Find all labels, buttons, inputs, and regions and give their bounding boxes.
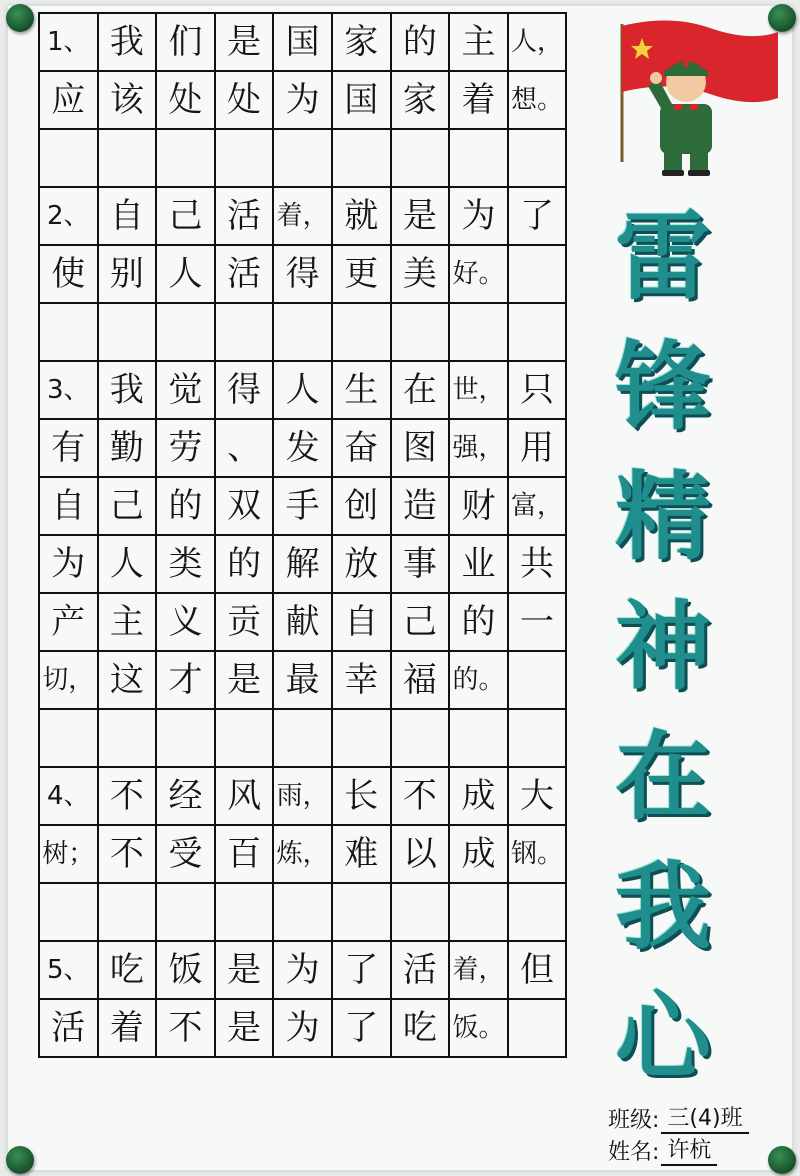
grid-cell: 用 <box>509 420 568 478</box>
grid-cell: 4、 <box>40 768 99 826</box>
grid-cell: 难 <box>333 826 392 884</box>
grid-cell <box>40 304 99 362</box>
grid-cell: 钢。 <box>509 826 568 884</box>
title-char: 锋 <box>615 331 711 443</box>
grid-cell: 好。 <box>450 246 509 304</box>
grid-cell: 幸 <box>333 652 392 710</box>
grid-cell: 事 <box>392 536 451 594</box>
grid-cell: 的。 <box>450 652 509 710</box>
grid-cell: 生 <box>333 362 392 420</box>
title-char: 雷 <box>615 201 711 313</box>
grid-cell <box>216 884 275 942</box>
grid-cell <box>509 130 568 188</box>
grid-cell: 雨， <box>274 768 333 826</box>
grid-cell <box>333 884 392 942</box>
grid-cell: 自 <box>333 594 392 652</box>
grid-cell: 造 <box>392 478 451 536</box>
grid-cell <box>157 304 216 362</box>
grid-cell: 类 <box>157 536 216 594</box>
grid-cell: 5、 <box>40 942 99 1000</box>
grid-cell: 是 <box>216 14 275 72</box>
grid-cell: 百 <box>216 826 275 884</box>
grid-cell: 家 <box>333 14 392 72</box>
grid-cell: 美 <box>392 246 451 304</box>
grid-cell: 献 <box>274 594 333 652</box>
grid-cell <box>40 130 99 188</box>
grid-cell <box>216 304 275 362</box>
grid-cell: 图 <box>392 420 451 478</box>
grid-cell: 们 <box>157 14 216 72</box>
grid-cell: 着， <box>450 942 509 1000</box>
title-char: 神 <box>615 591 711 703</box>
grid-cell: 共 <box>509 536 568 594</box>
grid-cell: 最 <box>274 652 333 710</box>
grid-cell <box>392 304 451 362</box>
grid-cell <box>450 710 509 768</box>
grid-cell <box>216 130 275 188</box>
grid-cell <box>450 130 509 188</box>
name-label: 姓名: <box>608 1140 660 1165</box>
grid-cell: 切， <box>40 652 99 710</box>
grid-cell: 世， <box>450 362 509 420</box>
student-info <box>608 1102 780 1166</box>
name-row <box>608 1134 780 1166</box>
grid-cell <box>40 710 99 768</box>
grid-cell: 处 <box>216 72 275 130</box>
title-char: 我 <box>615 851 711 963</box>
grid-cell: 发 <box>274 420 333 478</box>
grid-cell: 了 <box>333 942 392 1000</box>
class-label: 班级: <box>608 1108 660 1133</box>
writing-grid <box>38 12 567 1058</box>
grid-cell: 得 <box>274 246 333 304</box>
grid-cell: 奋 <box>333 420 392 478</box>
grid-cell <box>274 304 333 362</box>
grid-cell <box>333 130 392 188</box>
class-value: 三(4)班 <box>661 1101 748 1134</box>
grid-cell <box>274 884 333 942</box>
pushpin-bottom-left <box>6 1146 34 1174</box>
grid-cell: 福 <box>392 652 451 710</box>
grid-cell <box>274 130 333 188</box>
grid-cell: 成 <box>450 826 509 884</box>
grid-cell <box>99 130 158 188</box>
grid-cell: 饭。 <box>450 1000 509 1058</box>
grid-cell: 我 <box>99 362 158 420</box>
grid-cell: 主 <box>450 14 509 72</box>
title-char: 心 <box>615 981 711 1093</box>
grid-cell <box>450 884 509 942</box>
grid-cell <box>509 304 568 362</box>
grid-cell: 解 <box>274 536 333 594</box>
grid-cell <box>392 130 451 188</box>
grid-cell: 为 <box>40 536 99 594</box>
grid-cell: 风 <box>216 768 275 826</box>
grid-cell: 是 <box>216 652 275 710</box>
grid-cell <box>509 884 568 942</box>
grid-cell: 应 <box>40 72 99 130</box>
grid-cell: 饭 <box>157 942 216 1000</box>
grid-cell <box>157 884 216 942</box>
title-char: 精 <box>615 461 711 573</box>
grid-cell: 想。 <box>509 72 568 130</box>
grid-cell: 着 <box>450 72 509 130</box>
grid-cell: 手 <box>274 478 333 536</box>
grid-cell <box>509 710 568 768</box>
grid-cell: 人 <box>274 362 333 420</box>
grid-cell: 成 <box>450 768 509 826</box>
grid-cell: 家 <box>392 72 451 130</box>
grid-cell: 的 <box>216 536 275 594</box>
grid-cell: 是 <box>216 942 275 1000</box>
grid-cell <box>509 652 568 710</box>
grid-cell: 活 <box>40 1000 99 1058</box>
grid-cell: 着 <box>99 1000 158 1058</box>
grid-cell: 放 <box>333 536 392 594</box>
grid-cell: 以 <box>392 826 451 884</box>
grid-cell: 为 <box>274 942 333 1000</box>
grid-cell <box>333 304 392 362</box>
grid-cell <box>99 304 158 362</box>
grid-cell: 就 <box>333 188 392 246</box>
grid-cell: 吃 <box>99 942 158 1000</box>
grid-cell <box>99 884 158 942</box>
saluting-soldier-flag-icon <box>600 12 780 182</box>
grid-cell: 的 <box>450 594 509 652</box>
grid-cell: 义 <box>157 594 216 652</box>
grid-cell: 在 <box>392 362 451 420</box>
grid-cell: 活 <box>216 246 275 304</box>
grid-cell <box>99 710 158 768</box>
grid-cell: 但 <box>509 942 568 1000</box>
grid-cell: 不 <box>157 1000 216 1058</box>
grid-cell: 活 <box>392 942 451 1000</box>
grid-cell: 人 <box>157 246 216 304</box>
grid-cell: 主 <box>99 594 158 652</box>
grid-cell: 强， <box>450 420 509 478</box>
grid-cell: 使 <box>40 246 99 304</box>
grid-cell: 树； <box>40 826 99 884</box>
grid-cell: 着， <box>274 188 333 246</box>
grid-cell: 的 <box>157 478 216 536</box>
grid-cell: 国 <box>274 14 333 72</box>
grid-cell: 的 <box>392 14 451 72</box>
grid-cell: 吃 <box>392 1000 451 1058</box>
grid-cell: 自 <box>40 478 99 536</box>
grid-cell: 勤 <box>99 420 158 478</box>
grid-cell <box>509 246 568 304</box>
grid-cell: 更 <box>333 246 392 304</box>
grid-cell: 该 <box>99 72 158 130</box>
title-char: 在 <box>615 721 711 833</box>
grid-cell: 业 <box>450 536 509 594</box>
name-value: 许杭 <box>661 1133 717 1166</box>
grid-cell: 人 <box>99 536 158 594</box>
grid-cell: 是 <box>392 188 451 246</box>
grid-cell: 双 <box>216 478 275 536</box>
grid-cell: 受 <box>157 826 216 884</box>
grid-cell: 大 <box>509 768 568 826</box>
grid-cell: 炼， <box>274 826 333 884</box>
grid-cell: 富， <box>509 478 568 536</box>
class-row <box>608 1102 780 1134</box>
grid-cell: 觉 <box>157 362 216 420</box>
grid-cell: 创 <box>333 478 392 536</box>
grid-cell: 不 <box>392 768 451 826</box>
grid-cell <box>333 710 392 768</box>
grid-cell: 产 <box>40 594 99 652</box>
poster-sidebar <box>600 12 780 1165</box>
grid-cell: 己 <box>99 478 158 536</box>
grid-cell: 己 <box>157 188 216 246</box>
grid-cell: 为 <box>450 188 509 246</box>
grid-cell: 有 <box>40 420 99 478</box>
grid-cell <box>157 710 216 768</box>
grid-cell: 贡 <box>216 594 275 652</box>
grid-cell: 处 <box>157 72 216 130</box>
grid-cell: 了 <box>509 188 568 246</box>
grid-cell: 3、 <box>40 362 99 420</box>
grid-cell: 我 <box>99 14 158 72</box>
grid-cell: 了 <box>333 1000 392 1058</box>
grid-cell <box>392 884 451 942</box>
grid-cell: 2、 <box>40 188 99 246</box>
grid-cell: 得 <box>216 362 275 420</box>
grid-cell: 己 <box>392 594 451 652</box>
pushpin-top-left <box>6 4 34 32</box>
grid-cell: 不 <box>99 826 158 884</box>
vertical-title <box>608 192 718 1102</box>
grid-cell: 、 <box>216 420 275 478</box>
grid-cell <box>157 130 216 188</box>
grid-cell <box>274 710 333 768</box>
grid-cell: 财 <box>450 478 509 536</box>
grid-cell: 才 <box>157 652 216 710</box>
grid-cell: 为 <box>274 72 333 130</box>
grid-cell: 一 <box>509 594 568 652</box>
grid-cell <box>216 710 275 768</box>
grid-cell: 人， <box>509 14 568 72</box>
grid-cell <box>392 710 451 768</box>
grid-cell <box>509 1000 568 1058</box>
grid-cell: 国 <box>333 72 392 130</box>
grid-cell: 1、 <box>40 14 99 72</box>
grid-cell: 不 <box>99 768 158 826</box>
grid-cell: 活 <box>216 188 275 246</box>
grid-cell: 劳 <box>157 420 216 478</box>
grid-cell: 为 <box>274 1000 333 1058</box>
grid-cell: 是 <box>216 1000 275 1058</box>
grid-cell: 长 <box>333 768 392 826</box>
grid-cell: 自 <box>99 188 158 246</box>
grid-cell: 别 <box>99 246 158 304</box>
grid-cell <box>40 884 99 942</box>
grid-cell: 经 <box>157 768 216 826</box>
grid-cell: 这 <box>99 652 158 710</box>
grid-cell: 只 <box>509 362 568 420</box>
grid-cell <box>450 304 509 362</box>
